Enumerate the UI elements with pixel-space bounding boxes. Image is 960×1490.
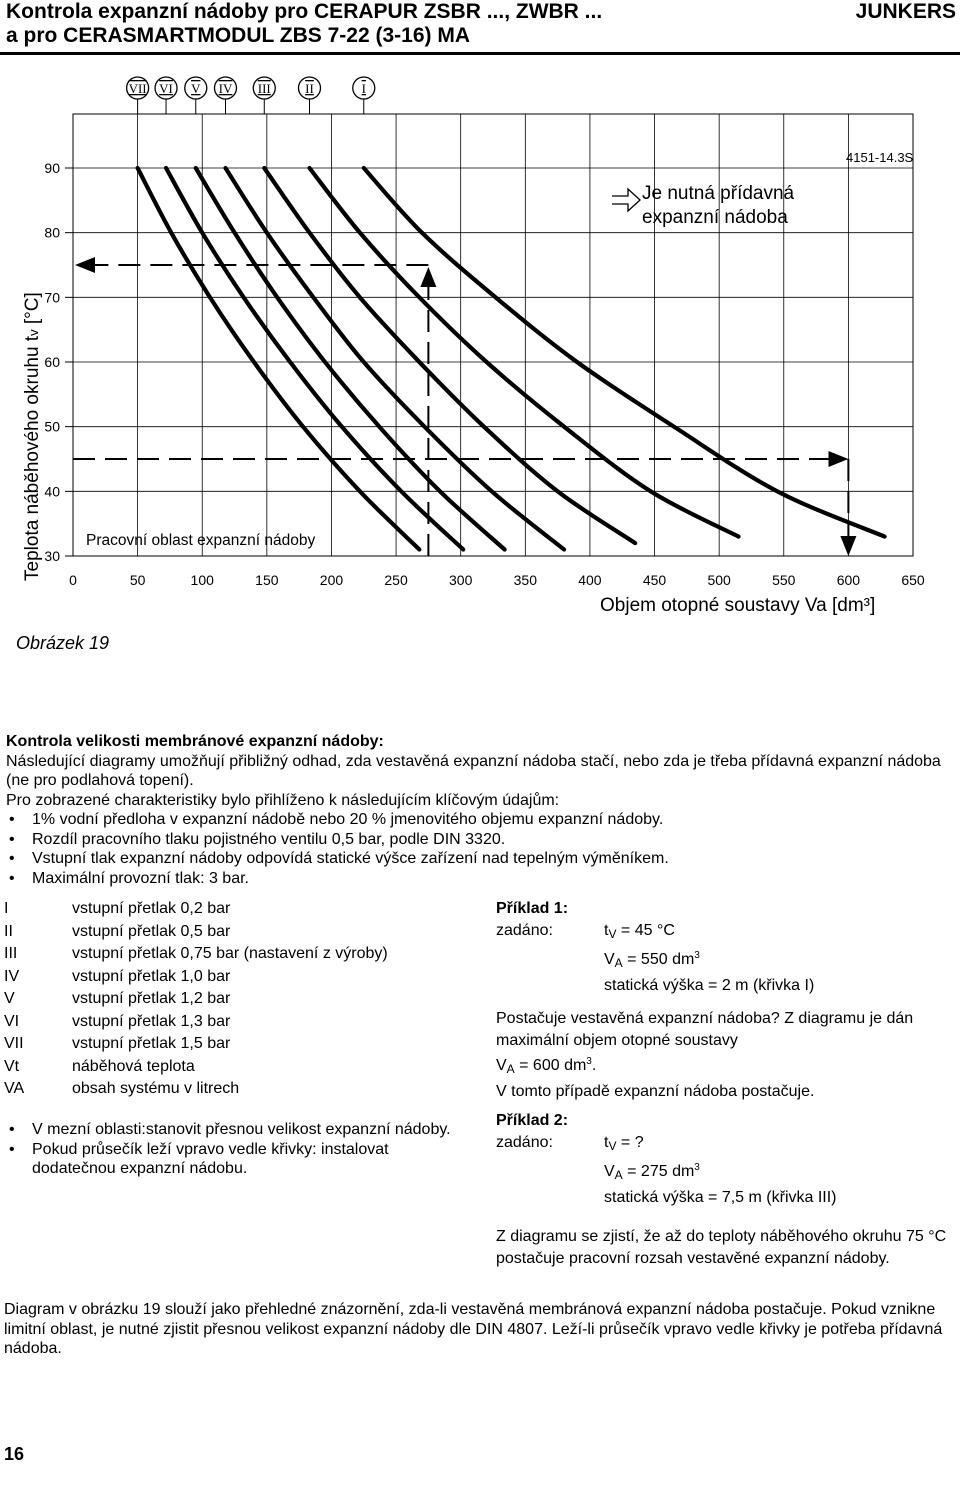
y-tick-label: 60 <box>44 354 60 370</box>
given-label: zadáno: <box>496 1133 553 1151</box>
example-1-conclusion: V tomto případě expanzní nádoba postačuje. <box>496 1082 815 1100</box>
title-line-1: Kontrola expanzní nádoby pro CERAPUR ZSBR ..., ZWBR ... <box>6 0 603 23</box>
legend-row: III vstupní přetlak 0,75 bar (nastavení z výroby) <box>4 945 388 962</box>
flow-temperature: $t_V = 45$ °C <box>604 921 675 941</box>
figure-19 <box>0 56 960 656</box>
x-tick-label: 450 <box>642 572 667 588</box>
footer-paragraph: Diagram v obrázku 19 slouží jako přehledné znázornění, zda-li vestavěná membránová expanzní nádoba postačuje. Pokud vznikne limitní oblast, je nutné zjistit přesnou velikost expanzní nádoby dle DIN 4807. Leží-li průsečík vpravo vedle křivky je potřeba přídavná nádoba. <box>4 1301 943 1357</box>
system-volume: $V_A = 275$ $dm^3$ <box>604 1162 700 1182</box>
curve-legend <box>4 898 474 1101</box>
y-tick-label: 90 <box>44 160 60 176</box>
x-tick-label: 350 <box>513 572 537 588</box>
callout-line-2: expanzní nádoba <box>642 207 788 228</box>
legend-row: VA obsah systému v litrech <box>4 1080 240 1097</box>
y-axis-label: Teplota náběhového okruhu tv [°C] <box>22 292 43 581</box>
callout-line-1: Je nutná přídavná <box>642 183 795 204</box>
x-tick-label: 0 <box>69 572 77 588</box>
legend-row: IV vstupní přetlak 1,0 bar <box>4 967 231 985</box>
curve-vii <box>138 168 420 550</box>
x-tick-label: 100 <box>190 572 214 588</box>
x-tick-label: 150 <box>255 572 279 588</box>
static-height: statická výška = 7,5 m (křivka III) <box>604 1188 837 1206</box>
legend-row: Vt náběhová teplota <box>4 1057 195 1075</box>
x-tick-label: 600 <box>836 572 861 588</box>
example-1-title: Příklad 1: <box>496 900 569 917</box>
limit-notes <box>6 1120 468 1179</box>
static-height: statická výška = 2 m (křivka I) <box>604 976 815 994</box>
example-2-title: Příklad 2: <box>496 1112 569 1129</box>
flow-temperature: $t_V$ = ? <box>604 1133 644 1153</box>
legend-row: II vstupní přetlak 0,5 bar <box>4 922 231 940</box>
example-1 <box>496 898 956 1102</box>
legend-row: VI vstupní přetlak 1,3 bar <box>4 1012 231 1030</box>
list-item: • Rozdíl pracovního tlaku pojistného ventilu 0,5 bar, podle DIN 3320. <box>6 830 946 850</box>
y-tick-label: 50 <box>44 418 60 435</box>
legend-row: V vstupní přetlak 1,2 bar <box>4 990 231 1007</box>
list-item: • 1% vodní předloha v expanzní nádobě nebo 20 % jmenovitého objemu expanzní nádoby. <box>6 810 946 830</box>
curve-labels <box>127 77 375 114</box>
x-tick-label: 650 <box>901 572 925 588</box>
curve-label-vi: VI <box>159 81 173 96</box>
system-volume: $V_A = 550$ $dm^3$ <box>604 950 700 970</box>
curve-v <box>196 168 505 550</box>
brand-logo: JUNKERS <box>855 0 956 23</box>
curve-label-ii: II <box>305 81 314 96</box>
x-tick-label: 50 <box>129 572 146 588</box>
given-label: zadáno: <box>496 921 553 939</box>
x-tick-label: 250 <box>384 572 408 588</box>
x-axis-label: Objem otopné soustavy Va [dm³] <box>600 595 876 616</box>
x-tick-label: 200 <box>319 572 344 588</box>
list-item: • V mezní oblasti:stanovit přesnou velikost expanzní nádoby. <box>6 1120 468 1140</box>
curve-iv <box>225 168 564 550</box>
x-tick-label: 300 <box>449 572 473 588</box>
chart-svg <box>0 56 960 656</box>
header-rule <box>0 52 960 55</box>
page-number: 16 <box>4 1444 25 1464</box>
y-tick-label: 80 <box>44 224 60 241</box>
section-heading: Kontrola velikosti membránové expanzní nádoby: <box>6 733 384 750</box>
figure-caption: Obrázek 19 <box>16 633 110 653</box>
chart-ticks <box>44 160 924 588</box>
y-tick-label: 40 <box>44 483 60 500</box>
callout-arrow-icon <box>612 189 640 211</box>
example-2-conclusion: Z diagramu se zjistí, že až do teploty náběhového okruhu 75 °C postačuje pracovní rozsah vestavěné expanzní nádoby. <box>496 1228 947 1267</box>
curve-i <box>364 168 885 537</box>
legend-row: I vstupní přetlak 0,2 bar <box>4 900 231 917</box>
criteria-list <box>6 810 946 888</box>
figure-code: 4151-14.3S <box>846 150 914 165</box>
page-header-title <box>6 0 726 48</box>
intro-section <box>6 732 946 888</box>
work-area-label: Pracovní oblast expanzní nádoby <box>86 532 316 549</box>
legend-row: VII vstupní přetlak 1,5 bar <box>4 1035 231 1052</box>
curve-label-iii: III <box>257 81 271 96</box>
y-tick-label: 30 <box>44 548 60 564</box>
curve-label-v: V <box>191 81 201 96</box>
intro-paragraph: Následující diagramy umožňují přibližný odhad, zda vestavěná expanzní nádoba stačí, nebo zda je třeba přídavná expanzní nádoba (ne pro podlahová topení). <box>6 752 941 789</box>
curve-label-vii: VII <box>128 81 147 96</box>
x-tick-label: 550 <box>772 572 796 588</box>
example-1-result: $V_A = 600$ $dm^3$. <box>496 1056 597 1076</box>
list-item: • Pokud průsečík leží vpravo vedle křivky: instalovat dodatečnou expanzní nádobu. <box>6 1140 468 1179</box>
x-tick-label: 400 <box>578 572 602 588</box>
example-2 <box>496 1110 956 1269</box>
x-tick-label: 500 <box>707 572 731 588</box>
curve-label-i: I <box>361 81 366 96</box>
curve-label-iv: IV <box>218 81 233 96</box>
list-item: • Maximální provozní tlak: 3 bar. <box>6 869 946 889</box>
y-tick-label: 70 <box>44 289 60 306</box>
criteria-paragraph: Pro zobrazené charakteristiky bylo přihlíženo k následujícím klíčovým údajům: <box>6 791 560 809</box>
title-line-2: a pro CERASMARTMODUL ZBS 7-22 (3-16) MA <box>6 24 470 47</box>
example-1-question: Postačuje vestavěná expanzní nádoba? Z diagramu je dán maximální objem otopné soustavy <box>496 1010 914 1049</box>
list-item: • Vstupní tlak expanzní nádoby odpovídá statické výšce zařízení nad tepelným výměníkem. <box>6 849 946 869</box>
